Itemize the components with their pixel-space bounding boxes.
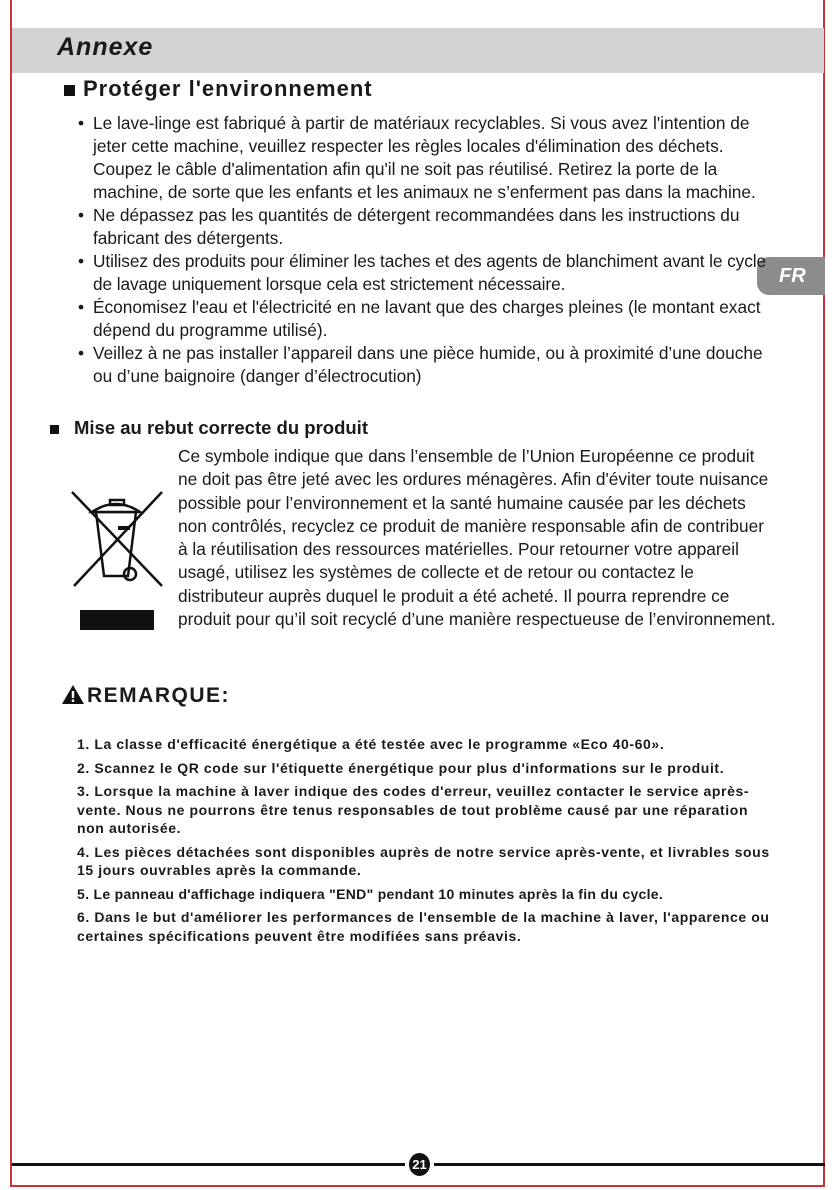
language-tab: FR: [757, 257, 825, 295]
footer-line-right: [434, 1163, 825, 1166]
remarque-notes: [77, 735, 777, 950]
disposal-text: Ce symbole indique que dans l’ensemble de l’Union Européenne ce produit ne doit pas être jeté avec les ordures ménagères. Afin d'éviter toute nuisance possible pour l’environnement et la santé humaine causée par les déchets non contrôlés, recyclez ce produit de manière responsable afin de contribuer à la réutilisation des ressources matérielles. Pour retourner votre appareil usagé, utilisez les systèmes de collecte et de retour ou contactez le distributeur auprès duquel le produit a été acheté. Il pourra reprendre ce produit pour qu’il soit recyclé d’une manière respectueuse de l’environnement.: [178, 446, 776, 630]
list-item: • Utilisez des produits pour éliminer les taches et des agents de blanchiment avant le cycle de lavage uniquement lorsque cela est strictement nécessaire.: [76, 250, 766, 296]
weee-black-bar: [80, 610, 154, 630]
note: 6. Dans le but d'améliorer les performances de l'ensemble de la machine à laver, l'apparence ou certaines spécifications peuvent être modifiées sans préavis.: [77, 909, 770, 944]
list-item: • Économisez l'eau et l'électricité en ne lavant que des charges pleines (le montant exact dépend du programme utilisé).: [76, 296, 766, 342]
warning-icon: [61, 684, 85, 705]
section-title: Mise au rebut correcte du produit: [74, 417, 368, 438]
section-heading-disposal: [50, 417, 368, 439]
weee-crossed-bin-icon: [70, 490, 165, 590]
note: 3. Lorsque la machine à laver indique des codes d'erreur, veuillez contacter le service après-vente. Nous ne pourrons être tenus responsables de tout problème causé par une réparation non autorisée.: [77, 783, 750, 836]
list-item: • Veillez à ne pas installer l’appareil dans une pièce humide, ou à proximité d’une douche ou d’une baignoire (danger d’électrocution): [76, 342, 766, 388]
page-number: 21: [409, 1153, 430, 1176]
footer-line-left: [12, 1163, 405, 1166]
note: 5. Le panneau d'affichage indiquera "END" pendant 10 minutes après la fin du cycle.: [77, 885, 664, 902]
list-item: • Ne dépassez pas les quantités de détergent recommandées dans les instructions du fabricant des détergents.: [76, 204, 766, 250]
page-title: Annexe: [57, 33, 154, 61]
square-bullet-icon: [64, 85, 75, 96]
section-title: Protéger l'environnement: [83, 76, 373, 101]
remarque-heading: [61, 684, 230, 708]
square-bullet-icon: [50, 425, 59, 434]
section-heading-environment: [64, 76, 373, 102]
note: 2. Scannez le QR code sur l'étiquette énergétique pour plus d'informations sur le produit.: [77, 759, 725, 776]
list-item: • Le lave-linge est fabriqué à partir de matériaux recyclables. Si vous avez l'intention de jeter cette machine, veuillez respecter les règles locales d'élimination des déchets. Coupez le câble d'alimentation afin qu'il ne soit pas réutilisé. Retirez la porte de la machine, de sorte que les enfants et les animaux ne s’enferment pas dans la machine.: [76, 112, 766, 204]
note: 1. La classe d'efficacité énergétique a été testée avec le programme «Eco 40-60».: [77, 736, 665, 752]
note: 4. Les pièces détachées sont disponibles auprès de notre service après-vente, et livrables sous 15 jours ouvrables après la commande.: [77, 843, 770, 878]
environment-list: [76, 112, 766, 388]
remarque-title: REMARQUE:: [87, 684, 230, 707]
